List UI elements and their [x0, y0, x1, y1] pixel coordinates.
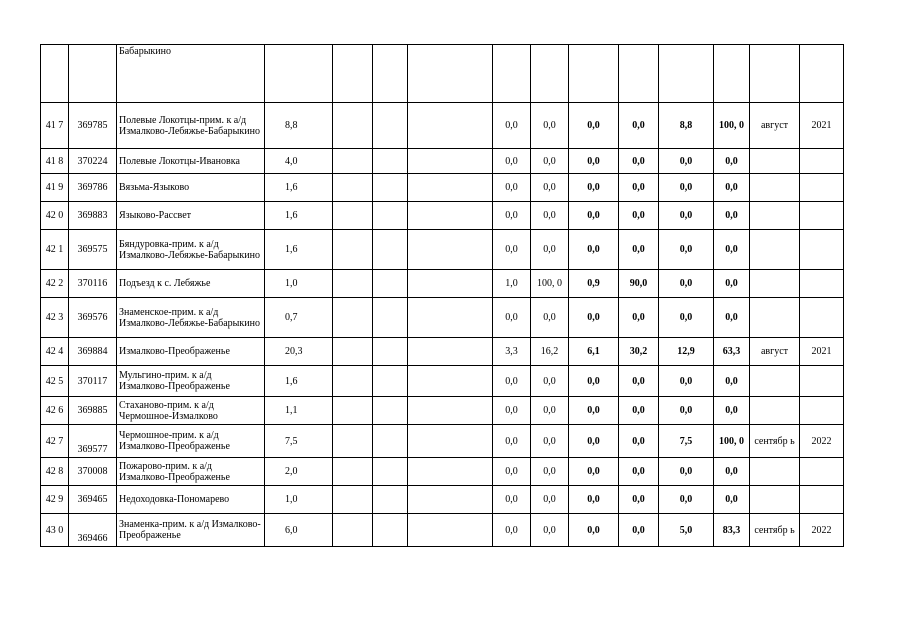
length-cell: 7,5: [265, 425, 333, 458]
value-cell-3: 0,0: [569, 174, 619, 202]
empty-cell-b: [373, 514, 408, 547]
road-code-cell: 369884: [69, 338, 117, 366]
value-cell-6: 0,0: [714, 174, 750, 202]
month-cell: август: [750, 103, 800, 149]
empty-cell-c: [408, 514, 493, 547]
empty-cell-b: [373, 486, 408, 514]
road-code-cell: 369465: [69, 486, 117, 514]
empty-cell-c: [408, 425, 493, 458]
empty-cell-a: [333, 458, 373, 486]
empty-cell-b: [373, 230, 408, 270]
value-cell-1: 0,0: [493, 230, 531, 270]
empty-cell-a: [333, 202, 373, 230]
road-name-cell: Измалково-Преображенье: [117, 338, 265, 366]
table-row: [41, 45, 844, 103]
year-cell: [800, 174, 844, 202]
value-cell-2: 0,0: [531, 425, 569, 458]
month-cell: сентябр ь: [750, 425, 800, 458]
value-cell-4: 0,0: [619, 230, 659, 270]
row-index-cell: 42 6: [41, 397, 69, 425]
empty-cell-b: [373, 270, 408, 298]
empty-cell-c: [408, 298, 493, 338]
row-index-cell: 42 1: [41, 230, 69, 270]
month-cell: август: [750, 338, 800, 366]
empty-cell-b: [373, 338, 408, 366]
year-cell: [800, 45, 844, 103]
value-cell-4: 0,0: [619, 458, 659, 486]
empty-cell-a: [333, 149, 373, 174]
value-cell-4: 0,0: [619, 103, 659, 149]
empty-cell-a: [333, 174, 373, 202]
value-cell-2: 0,0: [531, 230, 569, 270]
value-cell-4: 0,0: [619, 174, 659, 202]
value-cell-4: 0,0: [619, 366, 659, 397]
value-cell-3: 0,0: [569, 458, 619, 486]
length-cell: 8,8: [265, 103, 333, 149]
table-row: [41, 397, 844, 425]
road-code-cell: 370224: [69, 149, 117, 174]
table-row: [41, 230, 844, 270]
empty-cell-a: [333, 298, 373, 338]
value-cell-3: 0,0: [569, 486, 619, 514]
month-cell: [750, 458, 800, 486]
month-cell: [750, 174, 800, 202]
value-cell-3: 0,0: [569, 202, 619, 230]
road-code-cell: 369786: [69, 174, 117, 202]
value-cell-3: 0,0: [569, 425, 619, 458]
month-cell: [750, 149, 800, 174]
value-cell-2: 0,0: [531, 397, 569, 425]
value-cell-6: 0,0: [714, 230, 750, 270]
value-cell-2: 0,0: [531, 149, 569, 174]
value-cell-5: 0,0: [659, 366, 714, 397]
length-cell: 1,0: [265, 270, 333, 298]
value-cell-2: [531, 45, 569, 103]
month-cell: сентябр ь: [750, 514, 800, 547]
empty-cell-c: [408, 486, 493, 514]
value-cell-6: 0,0: [714, 270, 750, 298]
road-code-cell: 369576: [69, 298, 117, 338]
month-cell: [750, 486, 800, 514]
road-code-cell: 369577: [69, 425, 117, 458]
table-row: [41, 174, 844, 202]
road-code-cell: 370116: [69, 270, 117, 298]
value-cell-2: 16,2: [531, 338, 569, 366]
value-cell-4: 0,0: [619, 486, 659, 514]
row-index-cell: 43 0: [41, 514, 69, 547]
year-cell: [800, 270, 844, 298]
road-code-cell: 369466: [69, 514, 117, 547]
value-cell-5: 0,0: [659, 270, 714, 298]
table-row: [41, 366, 844, 397]
row-index-cell: 41 8: [41, 149, 69, 174]
table-row: [41, 103, 844, 149]
road-name-cell: Стаханово-прим. к а/д Чермошное-Измалково: [117, 397, 265, 425]
value-cell-1: [493, 45, 531, 103]
value-cell-6: 100, 0: [714, 425, 750, 458]
value-cell-3: 0,0: [569, 230, 619, 270]
road-name-cell: Полевые Локотцы-Ивановка: [117, 149, 265, 174]
length-cell: 1,6: [265, 366, 333, 397]
value-cell-2: 0,0: [531, 202, 569, 230]
empty-cell-b: [373, 103, 408, 149]
road-name-cell: Вязьма-Языково: [117, 174, 265, 202]
length-cell: 20,3: [265, 338, 333, 366]
value-cell-4: [619, 45, 659, 103]
length-cell: 4,0: [265, 149, 333, 174]
value-cell-6: 0,0: [714, 202, 750, 230]
empty-cell-c: [408, 149, 493, 174]
year-cell: [800, 486, 844, 514]
value-cell-6: 0,0: [714, 397, 750, 425]
empty-cell-a: [333, 270, 373, 298]
month-cell: [750, 202, 800, 230]
empty-cell-a: [333, 338, 373, 366]
value-cell-5: 0,0: [659, 149, 714, 174]
month-cell: [750, 230, 800, 270]
road-data-table: [40, 44, 844, 547]
value-cell-2: 0,0: [531, 458, 569, 486]
row-index-cell: 42 3: [41, 298, 69, 338]
value-cell-3: 6,1: [569, 338, 619, 366]
length-cell: 1,1: [265, 397, 333, 425]
empty-cell-b: [373, 397, 408, 425]
month-cell: [750, 45, 800, 103]
value-cell-3: 0,0: [569, 103, 619, 149]
year-cell: [800, 397, 844, 425]
table-row: [41, 458, 844, 486]
empty-cell-b: [373, 174, 408, 202]
empty-cell-c: [408, 338, 493, 366]
value-cell-4: 0,0: [619, 425, 659, 458]
empty-cell-b: [373, 458, 408, 486]
row-index-cell: 42 0: [41, 202, 69, 230]
length-cell: 1,0: [265, 486, 333, 514]
road-name-cell: Знаменское-прим. к а/д Измалково-Лебяжье-Бабарыкино: [117, 298, 265, 338]
empty-cell-c: [408, 45, 493, 103]
empty-cell-a: [333, 230, 373, 270]
value-cell-6: 83,3: [714, 514, 750, 547]
table-row: [41, 338, 844, 366]
value-cell-5: 0,0: [659, 202, 714, 230]
road-name-cell: Знаменка-прим. к а/д Измалково-Преображенье: [117, 514, 265, 547]
length-cell: 0,7: [265, 298, 333, 338]
value-cell-2: 0,0: [531, 103, 569, 149]
value-cell-5: 0,0: [659, 397, 714, 425]
road-code-cell: 369575: [69, 230, 117, 270]
month-cell: [750, 298, 800, 338]
empty-cell-a: [333, 425, 373, 458]
value-cell-6: 100, 0: [714, 103, 750, 149]
value-cell-1: 0,0: [493, 425, 531, 458]
road-name-cell: Мульгино-прим. к а/д Измалково-Преображенье: [117, 366, 265, 397]
value-cell-1: 0,0: [493, 174, 531, 202]
table-row: [41, 270, 844, 298]
value-cell-3: [569, 45, 619, 103]
value-cell-5: 0,0: [659, 486, 714, 514]
row-index-cell: 41 9: [41, 174, 69, 202]
empty-cell-a: [333, 366, 373, 397]
road-code-cell: 370008: [69, 458, 117, 486]
empty-cell-a: [333, 514, 373, 547]
year-cell: [800, 230, 844, 270]
row-index-cell: 42 4: [41, 338, 69, 366]
road-name-cell: Пожарово-прим. к а/д Измалково-Преображенье: [117, 458, 265, 486]
value-cell-5: [659, 45, 714, 103]
value-cell-2: 0,0: [531, 514, 569, 547]
empty-cell-b: [373, 366, 408, 397]
road-name-cell: Полевые Локотцы-прим. к а/д Измалково-Лебяжье-Бабарыкино: [117, 103, 265, 149]
empty-cell-c: [408, 230, 493, 270]
empty-cell-a: [333, 103, 373, 149]
value-cell-1: 0,0: [493, 202, 531, 230]
value-cell-1: 0,0: [493, 103, 531, 149]
empty-cell-c: [408, 174, 493, 202]
value-cell-5: 12,9: [659, 338, 714, 366]
value-cell-5: 7,5: [659, 425, 714, 458]
year-cell: [800, 149, 844, 174]
empty-cell-c: [408, 458, 493, 486]
value-cell-6: 0,0: [714, 298, 750, 338]
value-cell-5: 0,0: [659, 230, 714, 270]
value-cell-6: 0,0: [714, 458, 750, 486]
empty-cell-c: [408, 202, 493, 230]
value-cell-6: 63,3: [714, 338, 750, 366]
value-cell-1: 0,0: [493, 458, 531, 486]
road-code-cell: 370117: [69, 366, 117, 397]
value-cell-3: 0,0: [569, 149, 619, 174]
value-cell-2: 100, 0: [531, 270, 569, 298]
value-cell-1: 3,3: [493, 338, 531, 366]
road-code-cell: 369883: [69, 202, 117, 230]
value-cell-3: 0,0: [569, 397, 619, 425]
road-name-cell: Чермошное-прим. к а/д Измалково-Преображенье: [117, 425, 265, 458]
month-cell: [750, 366, 800, 397]
value-cell-3: 0,0: [569, 366, 619, 397]
empty-cell-a: [333, 486, 373, 514]
value-cell-5: 0,0: [659, 458, 714, 486]
value-cell-2: 0,0: [531, 174, 569, 202]
row-index-cell: 41 7: [41, 103, 69, 149]
value-cell-6: [714, 45, 750, 103]
table-body: [41, 45, 844, 547]
length-cell: 6,0: [265, 514, 333, 547]
row-index-cell: 42 2: [41, 270, 69, 298]
table-row: [41, 425, 844, 458]
empty-cell-b: [373, 149, 408, 174]
length-cell: 2,0: [265, 458, 333, 486]
value-cell-1: 0,0: [493, 298, 531, 338]
length-cell: 1,6: [265, 174, 333, 202]
year-cell: [800, 458, 844, 486]
road-code-cell: 369785: [69, 103, 117, 149]
value-cell-6: 0,0: [714, 366, 750, 397]
value-cell-5: 5,0: [659, 514, 714, 547]
value-cell-4: 0,0: [619, 298, 659, 338]
value-cell-4: 0,0: [619, 397, 659, 425]
road-code-cell: 369885: [69, 397, 117, 425]
year-cell: 2022: [800, 514, 844, 547]
value-cell-5: 0,0: [659, 174, 714, 202]
value-cell-4: 90,0: [619, 270, 659, 298]
year-cell: 2021: [800, 338, 844, 366]
road-name-cell: Бабарыкино: [117, 45, 265, 103]
month-cell: [750, 270, 800, 298]
empty-cell-b: [373, 425, 408, 458]
length-cell: 1,6: [265, 230, 333, 270]
empty-cell-b: [373, 202, 408, 230]
value-cell-1: 1,0: [493, 270, 531, 298]
empty-cell-a: [333, 397, 373, 425]
table-row: [41, 298, 844, 338]
value-cell-1: 0,0: [493, 149, 531, 174]
row-index-cell: 42 9: [41, 486, 69, 514]
row-index-cell: [41, 45, 69, 103]
value-cell-1: 0,0: [493, 397, 531, 425]
value-cell-6: 0,0: [714, 149, 750, 174]
value-cell-3: 0,9: [569, 270, 619, 298]
value-cell-3: 0,0: [569, 514, 619, 547]
empty-cell-a: [333, 45, 373, 103]
value-cell-4: 0,0: [619, 202, 659, 230]
value-cell-1: 0,0: [493, 514, 531, 547]
road-name-cell: Бяндуровка-прим. к а/д Измалково-Лебяжье-Бабарыкино: [117, 230, 265, 270]
road-code-cell: [69, 45, 117, 103]
table-row: [41, 149, 844, 174]
table-row: [41, 486, 844, 514]
row-index-cell: 42 5: [41, 366, 69, 397]
year-cell: [800, 366, 844, 397]
value-cell-1: 0,0: [493, 366, 531, 397]
road-name-cell: Подъезд к с. Лебяжье: [117, 270, 265, 298]
value-cell-4: 0,0: [619, 514, 659, 547]
row-index-cell: 42 7: [41, 425, 69, 458]
year-cell: [800, 298, 844, 338]
value-cell-1: 0,0: [493, 486, 531, 514]
value-cell-2: 0,0: [531, 366, 569, 397]
value-cell-2: 0,0: [531, 486, 569, 514]
value-cell-6: 0,0: [714, 486, 750, 514]
value-cell-4: 0,0: [619, 149, 659, 174]
road-name-cell: Языково-Рассвет: [117, 202, 265, 230]
value-cell-2: 0,0: [531, 298, 569, 338]
year-cell: 2021: [800, 103, 844, 149]
value-cell-4: 30,2: [619, 338, 659, 366]
month-cell: [750, 397, 800, 425]
table-row: [41, 202, 844, 230]
year-cell: 2022: [800, 425, 844, 458]
table-row: [41, 514, 844, 547]
row-index-cell: 42 8: [41, 458, 69, 486]
empty-cell-c: [408, 270, 493, 298]
road-name-cell: Недоходовка-Пономарево: [117, 486, 265, 514]
empty-cell-c: [408, 366, 493, 397]
length-cell: 1,6: [265, 202, 333, 230]
empty-cell-b: [373, 45, 408, 103]
empty-cell-c: [408, 397, 493, 425]
value-cell-5: 8,8: [659, 103, 714, 149]
empty-cell-b: [373, 298, 408, 338]
value-cell-5: 0,0: [659, 298, 714, 338]
length-cell: [265, 45, 333, 103]
empty-cell-c: [408, 103, 493, 149]
value-cell-3: 0,0: [569, 298, 619, 338]
year-cell: [800, 202, 844, 230]
